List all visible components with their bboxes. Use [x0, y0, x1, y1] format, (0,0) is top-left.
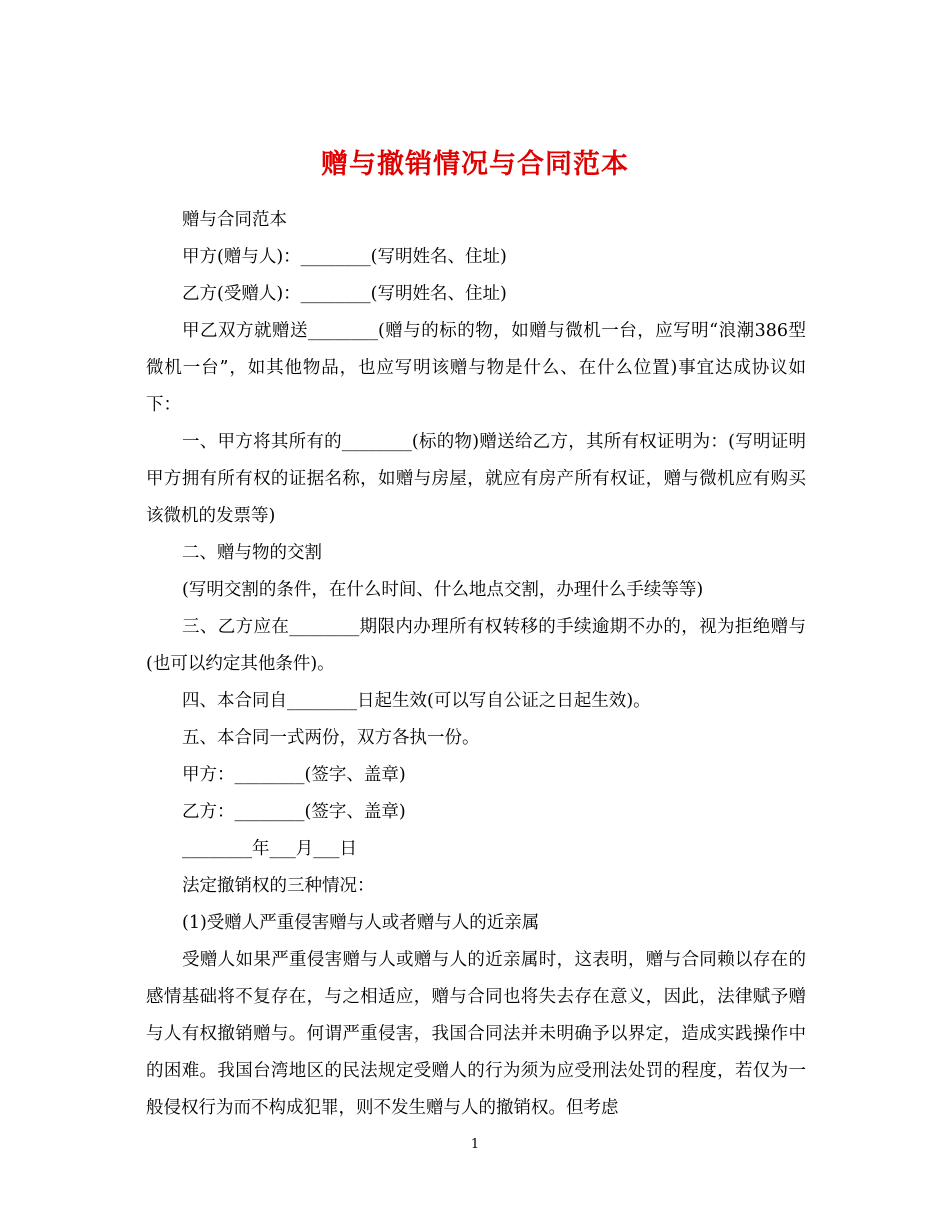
paragraph-agreement-intro: 甲乙双方就赠送________(赠与的标的物，如赠与微机一台，应写明“浪潮386型微机一台”，如其他物品，也应写明该赠与物是什么、在什么位置)事宜达成协议如下： [146, 321, 806, 415]
page-number: 1 [470, 1137, 480, 1152]
paragraph-signature-party-a: 甲方：________(签字、盖章) [182, 765, 406, 785]
paragraph-contract-heading: 赠与合同范本 [182, 210, 287, 230]
paragraph-revocation-explanation: 受赠人如果严重侵害赠与人或赠与人的近亲属时，这表明，赠与合同赖以存在的感情基础将不复存在，与之相适应，赠与合同也将失去存在意义，因此，法律赋予赠与人有权撤销赠与。何谓严重侵害，我国合同法并未明确予以界定，造成实践操作中的困难。我国台湾地区的民法规定受赠人的行为须为应受刑法处罚的程度，若仅为一般侵权行为而不构成犯罪，则不发生赠与人的撤销权。但考虑 [146, 950, 806, 1118]
paragraph-clause-2-detail: (写明交割的条件，在什么时间、什么地点交割，办理什么手续等等) [182, 580, 704, 600]
paragraph-date-line: ________年___月___日 [182, 839, 357, 859]
paragraph-revocation-case-1: (1)受赠人严重侵害赠与人或者赠与人的近亲属 [182, 913, 540, 933]
paragraph-revocation-heading: 法定撤销权的三种情况： [182, 876, 375, 896]
paragraph-clause-2-heading: 二、赠与物的交割 [182, 543, 322, 563]
document-title: 赠与撤销情况与合同范本 [321, 149, 629, 181]
paragraph-clause-3: 三、乙方应在________期限内办理所有权转移的手续逾期不办的，视为拒绝赠与(也可以约定其他条件)。 [146, 617, 806, 674]
paragraph-party-a: 甲方(赠与人)：________(写明姓名、住址) [182, 247, 507, 267]
paragraph-signature-party-b: 乙方：________(签字、盖章) [182, 802, 406, 822]
document-body [146, 202, 806, 1127]
paragraph-clause-5: 五、本合同一式两份，双方各执一份。 [182, 728, 480, 748]
paragraph-clause-4: 四、本合同自________日起生效(可以写自公证之日起生效)。 [182, 691, 651, 711]
paragraph-party-b: 乙方(受赠人)：________(写明姓名、住址) [182, 284, 507, 304]
paragraph-clause-1: 一、甲方将其所有的________(标的物)赠送给乙方，其所有权证明为：(写明证明甲方拥有所有权的证据名称，如赠与房屋，就应有房产所有权证，赠与微机应有购买该微机的发票等) [146, 432, 806, 526]
